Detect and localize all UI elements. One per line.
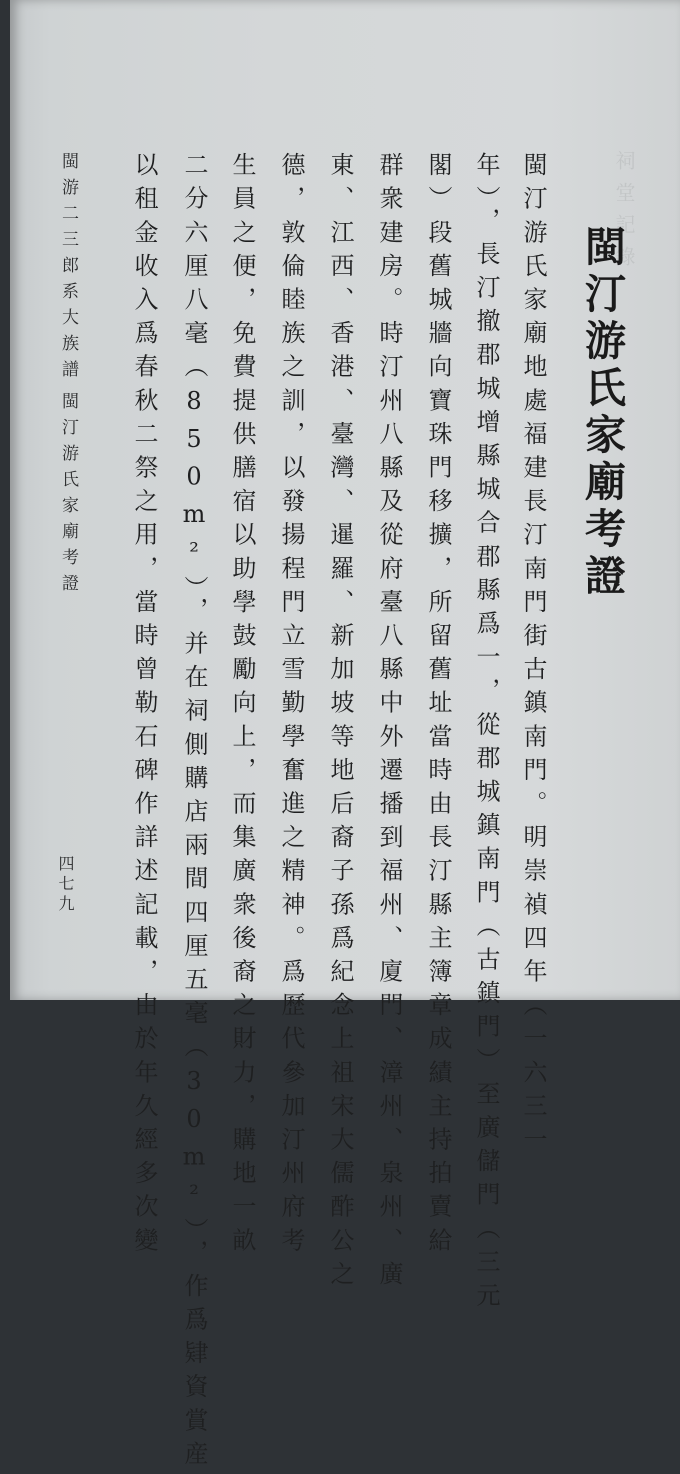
margin-chapter-title: 閩汀游氏家廟考證 <box>58 392 78 600</box>
text-column-9: 以租金收入爲春秋二祭之用，當時曾勒石碑作詳述記載，由於年久經多次變 <box>130 152 158 1261</box>
text-column-6: 德，敦倫睦族之訓，以發揚程門立雪勤學奮進之精神。爲歷代參加汀州府考 <box>277 152 305 1261</box>
text-column-3: 閣）段舊城牆向寶珠門移擴，所留舊址當時由長汀縣主簿章成績主持拍賣給 <box>424 152 452 1261</box>
page-number: 四七九 <box>56 855 75 915</box>
page-title: 閩汀游氏家廟考證 <box>578 225 626 601</box>
text-column-5: 東、江西、香港、臺灣、暹羅、新加坡等地后裔子孫爲紀念上祖宋大儒酢公之 <box>326 152 354 1295</box>
bleed-through-text: 祠堂記錄 <box>612 150 636 278</box>
book-page <box>10 0 680 1474</box>
text-column-7: 生員之便，免費提供膳宿以助學鼓勵向上，而集廣衆後裔之財力，購地一畝 <box>228 152 256 1261</box>
margin-book-title: 閩游二三郎系大族譜 <box>58 152 78 386</box>
text-column-1: 閩汀游氏家廟地處福建長汀南門街古鎮南門。明崇禎四年（一六三一 <box>519 152 547 1160</box>
text-column-4: 群衆建房。時汀州八縣及從府臺八縣中外遷播到福州、廈門、漳州、泉州、廣 <box>375 152 403 1295</box>
text-column-8: 二分六厘八毫（850m²），并在祠側購店兩間四厘五毫（30m²），作爲肄資賞産 <box>180 152 208 1474</box>
text-column-2: 年），長汀撤郡城增縣城合郡縣爲一，從郡城鎮南門（古鎮門）至廣儲門（三元 <box>472 152 500 1316</box>
